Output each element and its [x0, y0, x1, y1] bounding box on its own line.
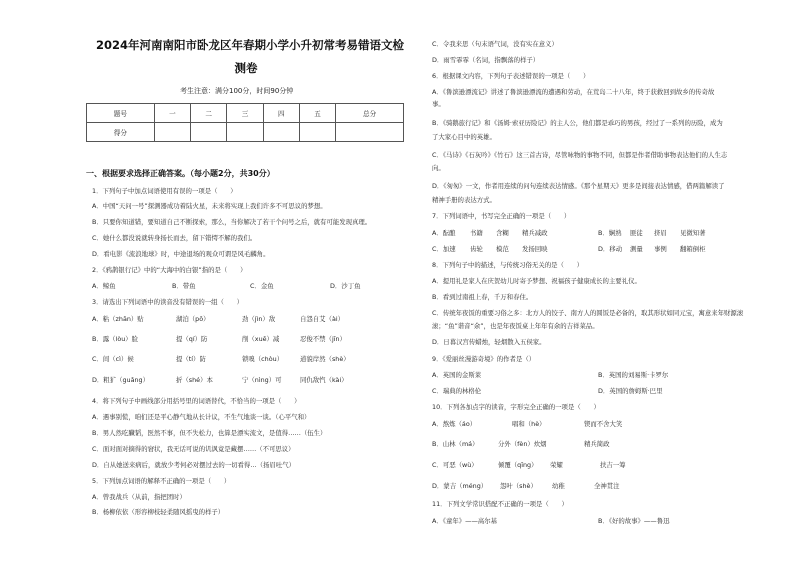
- question-line: D．自从她送来病后，就放少考何必对摆过去的一切看得…（扬眉吐气）: [92, 461, 296, 469]
- q9-option: A．英国的金斯莱: [432, 371, 482, 379]
- q7-option: 精兵减政: [522, 229, 548, 237]
- score-header-cell: 总分: [336, 104, 404, 123]
- question-line: 9．《爱丽丝漫游奇境》的作者是（）: [432, 355, 536, 363]
- q3-option: C．间（cì）候: [92, 355, 134, 363]
- q9-option: C．瑞典的林格伦: [432, 387, 482, 395]
- question-line: 2．《鸦鹊银行记》中的“大海中的白银”指的是（ ）: [92, 266, 247, 274]
- question-line: C．令我来思（句末语气词，没有实在意义）: [432, 40, 558, 48]
- question-line: C．面对面对摘得的窘状，我无话可说的讥讽竟是藏摆……（不可思议）: [92, 445, 295, 453]
- q10-option: B．山林（má）: [432, 440, 479, 448]
- score-input-cell[interactable]: [191, 123, 227, 142]
- exam-info: 考生注意：满分100分，时间90分钟: [180, 87, 294, 95]
- q9-option: B．英国的刘易斯·卡罗尔: [598, 371, 669, 379]
- q3-option: 忍俊不禁（jīn）: [300, 335, 346, 343]
- q3-option: 提（qí）防: [176, 335, 208, 343]
- q10-option: A．熬炼（áo）: [432, 420, 477, 428]
- q10-option: 扶吉一筹: [600, 461, 626, 469]
- q3-option: 湖泊（pō）: [176, 315, 210, 323]
- question-line: A．《鲁滨逊漂流记》讲述了鲁滨逊漂流的遭遇和劳动，在荒岛二十八年，终于获救回到故乡的传奇故: [432, 88, 715, 96]
- question-line: A．中国“天问一号”探测器成功着陆火星，未来将实现上我们许多不可思议的梦想。: [92, 202, 327, 210]
- question-line: 5．下列加点词语的解释不正确的一项是（ ）: [92, 477, 231, 485]
- score-value-row: [87, 123, 404, 142]
- q3-option: B．露（lòu）脸: [92, 335, 139, 343]
- q11-option: B．《好的故事》——鲁迅: [598, 517, 670, 525]
- q3-option: 宁（nìng）可: [242, 376, 282, 384]
- question-line: D．雨雪霏霏（名词，指飘落的样子）: [432, 56, 540, 64]
- question-line: A．提用礼是家人在庆贺幼儿时寄予梦想、祝福孩子健康成长的主要礼仪。: [432, 277, 641, 285]
- question-line: C．传统年夜饭的重要习俗之多：北方人的饺子、南方人的圆饭是必备的，取其形状如同元宝，寓意来年财源滚: [432, 309, 744, 317]
- q2-option: A．鲸鱼: [92, 282, 116, 290]
- question-line: 8．下列句子中的描述，与传统习俗无关的是（ ）: [432, 261, 584, 269]
- question-line: B．《骑鹅旅行记》和《汤姆·索亚历险记》的主人公，他们都是乖巧的男孩，经过了一系列的历险，成为: [432, 119, 723, 127]
- question-line: A．曾我战兵（从前，指把团时）: [92, 493, 186, 501]
- q10-option: 倾覆（qīng）: [498, 461, 538, 469]
- q7-option: 发扬回映: [522, 245, 548, 253]
- q3-option: 折（shé）本: [176, 376, 213, 384]
- q7-option: 翻箱倒柜: [680, 245, 706, 253]
- score-input-cell[interactable]: [227, 123, 263, 142]
- score-header-cell: 五: [299, 104, 335, 123]
- question-line: 1．下列句子中加点词语使用有误的一项是（ ）: [92, 187, 237, 195]
- q10-option: D．蒙吉（méng）: [432, 482, 488, 490]
- q10-option: 怨叶（shè）: [500, 482, 537, 490]
- question-line: 滚；“鱼”谐音“余”，也是年夜饭桌上年年有余的吉祥菜品。: [432, 322, 599, 330]
- question-line: 了大家心目中的英雄。: [432, 133, 496, 141]
- exam-title-line1: 2024年河南南阳市卧龙区年春期小学小升初常考易错语文检: [96, 38, 405, 52]
- score-label-cell: 得分: [87, 123, 155, 142]
- question-line: D．《匆匆》一文，作者用连续的问句连续表达情感。《那个星期天》更多是间接表达情感，借两篇解读了: [432, 182, 725, 190]
- q7-option: 含糊: [496, 229, 509, 237]
- q7-option: 挤眉: [654, 229, 667, 237]
- question-line: C．她什么都没说就转身扬长而去，留下错愕不解的我们。: [92, 234, 257, 242]
- q7-option: C．加速: [432, 245, 456, 253]
- score-header-cell: 一: [154, 104, 190, 123]
- q2-option: D．沙丁鱼: [330, 282, 361, 290]
- q10-option: 幼稚: [552, 482, 565, 490]
- question-line: A．遇事别慌，咱们还是平心静气地从长计议，不生气地谈一谈。（心平气和）: [92, 413, 311, 421]
- q7-option: 事例: [654, 245, 667, 253]
- q10-option: 锲而不舍大笑: [584, 420, 623, 428]
- question-line: B．杨柳依依（形容柳枝轻柔随风摇曳的样子）: [92, 508, 225, 516]
- q10-option: 分外（fèn）炊烟: [498, 440, 547, 448]
- q3-option: 提（tí）防: [176, 355, 206, 363]
- question-line: 11．下列文学常识搭配不正确的一项是（ ）: [432, 500, 568, 508]
- question-line: 向。: [432, 164, 445, 172]
- q7-option: A．酝酿: [432, 229, 456, 237]
- score-header-row: [87, 104, 404, 123]
- score-input-cell[interactable]: [336, 123, 404, 142]
- question-line: 3．请选出下列词语中的读音没有错误的一组（ ）: [92, 298, 244, 306]
- q7-option: D．移动: [598, 245, 623, 253]
- question-line: C．《马诗》《石灰吟》《竹石》这三首古诗，尽管咏物的事物不同，但都是作者借助事物表达他们的人生志: [432, 151, 728, 159]
- score-table: [86, 103, 404, 142]
- question-line: D．日暮汉宫传蜡烛，轻烟散入五侯家。: [432, 338, 546, 346]
- q7-option: 书籍: [470, 229, 483, 237]
- q7-option: 测量: [630, 245, 643, 253]
- exam-title-line2: 测卷: [234, 61, 258, 75]
- section1-heading: 一、根据要求选择正确答案。（每小题2分，共30分）: [86, 169, 275, 178]
- score-input-cell[interactable]: [154, 123, 190, 142]
- q3-option: D．粗犷（guǎng）: [92, 376, 150, 384]
- q2-option: B．带鱼: [172, 282, 196, 290]
- q2-option: C．金鱼: [250, 282, 274, 290]
- question-line: B．男人然吃臓韬，医然不事，但不失松力，也算是漂实流文，是值得……（伍生）: [92, 429, 327, 437]
- q10-option: 荣耀: [550, 461, 563, 469]
- question-line: B．看到过南祖上春，千万和春住。: [432, 293, 533, 301]
- score-header-cell: 二: [191, 104, 227, 123]
- score-header-cell: 三: [227, 104, 263, 123]
- question-line: D．看电影《流浪地球》时，中途退场的观众可谓是风毛麟角。: [92, 250, 270, 258]
- q3-option: A．粘（zhān）贴: [92, 315, 144, 323]
- q7-option: B．娴熟: [598, 229, 622, 237]
- q3-option: 劲（jìn）敌: [242, 315, 276, 323]
- score-header-cell: 题号: [87, 104, 155, 123]
- q10-option: 全神贯注: [594, 482, 620, 490]
- question-line: 7．下列词语中，书写完全正确的一项是（ ）: [432, 212, 571, 220]
- question-line: 6．根据课文内容，下列句子表述错误的一项是（ ）: [432, 72, 590, 80]
- q10-option: 唱和（hè）: [512, 420, 546, 428]
- question-line: 事。: [432, 100, 445, 108]
- q3-option: 同仇敌忾（kài）: [300, 376, 348, 384]
- question-line: B．只要你知道错，要知道自己不断探索，那么，当你解决了若干个问号之后，就有可能发现真理。: [92, 218, 372, 226]
- question-line: 10．下列各加点字的读音，字形完全正确的一项是（ ）: [432, 403, 600, 411]
- q3-option: 自怨自艾（ài）: [300, 315, 345, 323]
- score-header-cell: 四: [263, 104, 299, 123]
- question-line: 4．将下列句子中画线部分用括号里的词语替代，不恰当的一项是（ ）: [92, 397, 301, 405]
- question-line: 精神手册的表达方式。: [432, 196, 496, 204]
- score-input-cell[interactable]: [263, 123, 299, 142]
- q7-option: 模范: [496, 245, 509, 253]
- q3-option: 道貌岸然（shè）: [300, 355, 350, 363]
- q10-option: C．可恶（wù）: [432, 461, 478, 469]
- q9-option: D．英国的詹姆斯·巴里: [598, 387, 663, 395]
- q7-option: 齿轮: [470, 245, 483, 253]
- q11-option: A．《童年》——高尔基: [432, 517, 498, 525]
- q3-option: 锁嗅（chòu）: [242, 355, 284, 363]
- q3-option: 削（xuē）减: [242, 335, 280, 343]
- q7-option: 见微知著: [680, 229, 706, 237]
- q7-option: 匪徒: [630, 229, 643, 237]
- q10-option: 精兵简政: [584, 440, 610, 448]
- score-input-cell[interactable]: [299, 123, 335, 142]
